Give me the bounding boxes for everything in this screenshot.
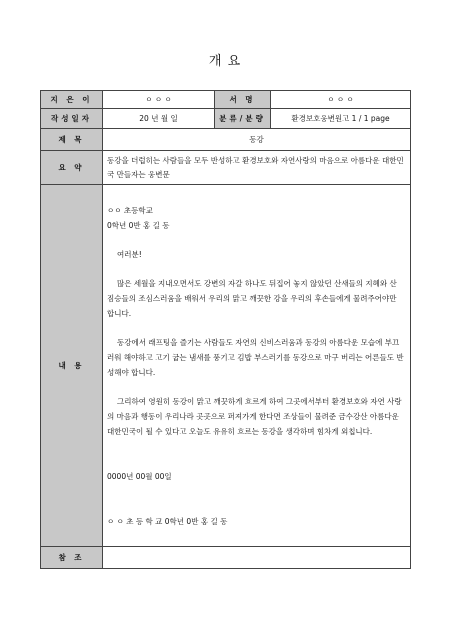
category-label: 분류/분량: [215, 109, 271, 129]
subject-value: 동강: [103, 129, 411, 151]
paragraph-3: 그리하여 영원히 동강이 맑고 깨끗하게 흐르게 하여 그곳에서부터 환경보호와 자연 사랑의 마음과 행동이 우리나라 곳곳으로 퍼져가게 한다면 조상들이 물려준 금수강산 아름다운 대한민국이 될 수 있다고 오늘도 유유히 흐르는 동강을 생각하며 힘차게 외칩니다.: [107, 396, 402, 436]
document-title: 개 요: [208, 54, 242, 69]
category-value: 환경보호웅변원고 1 / 1 page: [271, 109, 411, 129]
reference-label: 참 조: [41, 547, 103, 569]
reference-value: [103, 547, 411, 569]
date-value: 20 년 월 일: [103, 109, 215, 129]
summary-label: 요 약: [41, 151, 103, 185]
speech-signature: ㅇ ㅇ 초 등 학 교 0학년 0반 홍 길 동: [107, 516, 228, 526]
student-name: 0학년 0반 홍 길 동: [107, 220, 170, 230]
content-label: 내 용: [41, 185, 103, 547]
content-body: [103, 185, 411, 547]
signature-label: 서 명: [215, 91, 271, 109]
greeting: 여러분!: [117, 249, 142, 259]
paragraph-1: 많은 세월을 지내오면서도 강변의 자갈 하나도 뒤집어 놓지 않았던 산새들의 지혜와 산 짐승들의 조심스러움을 배워서 우리의 맑고 깨끗한 강을 우리의 후손들에게 물려주어야만 합니다.: [107, 278, 397, 318]
speech-date: 0000년 00월 00일: [107, 471, 172, 481]
author-label: 지 은 이: [41, 91, 103, 109]
author-value: ㅇ ㅇ ㅇ: [103, 91, 215, 109]
school-name: ㅇㅇ 초등학교: [107, 205, 153, 215]
paragraph-2: 동강에서 래프팅을 즐기는 사람들도 자연의 신비스러움과 동강의 아름다운 모습에 부끄러워 해야하고 고기 굽는 냄새를 풍기고 김밥 부스러기를 동강으로 마구 버리는 어른들도 반성해야 합니다.: [107, 337, 404, 377]
date-label: 작성일자: [41, 109, 103, 129]
signature-value: ㅇ ㅇ ㅇ: [271, 91, 411, 109]
overview-form: [40, 90, 411, 569]
summary-value: 동강을 더럽히는 사람들을 모두 반성하고 환경보호와 자연사랑의 마음으로 아름다운 대한민국 만들자는 웅변문: [103, 151, 411, 185]
subject-label: 제 목: [41, 129, 103, 151]
